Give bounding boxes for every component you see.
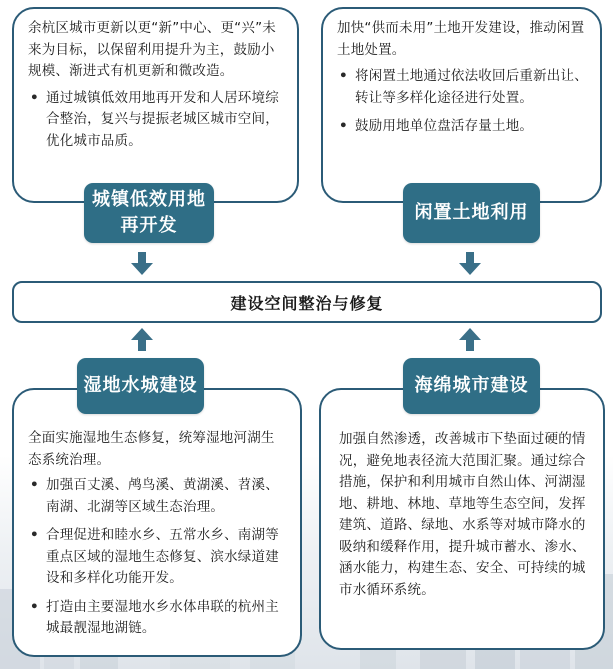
arrow-up-icon [458, 327, 482, 351]
list-item: • 加强百丈溪、鸬鸟溪、黄湖溪、苕溪、南湖、北湖等区域生态治理。 [30, 477, 279, 515]
bullet-dot-icon: • [30, 598, 39, 615]
list-item: • 打造由主要湿地水乡水体串联的杭州主城最靓湿地湖链。 [30, 598, 279, 636]
list-item: • 鼓励用地单位盘活存量土地。 [337, 116, 590, 138]
idle-land-paragraph: 加快“供而未用”土地开发建设，推动闲置土地处置。 [337, 20, 585, 58]
bullet-dot-icon: • [30, 527, 39, 543]
tab-line-2: 再开发 [120, 215, 178, 236]
arrow-down-icon [130, 252, 154, 276]
list-item: • 将闲置土地通过依法收回后重新出让、转让等多样化途径进行处置。 [339, 68, 588, 106]
urban-renewal-paragraph: 余杭区城市更新以更“新”中心、更“兴”未来为目标，以保留利用提升为主，鼓励小规模、渐进式有机更新和微改造。 [28, 20, 276, 79]
wetland-water-city-tab: 湿地水城建设 [77, 358, 204, 414]
bullet-dot-icon: • [339, 118, 348, 134]
idle-land-bullet-list [323, 66, 600, 138]
central-heading: 建设空间整治与修复 [12, 281, 602, 323]
arrow-up-icon [130, 327, 154, 351]
wetland-paragraph: 全面实施湿地生态修复，统筹湿地河湖生态系统治理。 [28, 430, 275, 468]
wetland-bullet-list [14, 475, 300, 640]
sponge-city-box [319, 388, 605, 650]
urban-renewal-bullet-list [14, 88, 297, 153]
urban-renewal-box [12, 7, 299, 203]
low-efficiency-land-redevelopment-tab [84, 183, 214, 243]
tab-line-1: 城镇低效用地 [92, 189, 206, 210]
sponge-city-tab: 海绵城市建设 [403, 358, 540, 414]
bullet-dot-icon: • [30, 89, 39, 106]
bullet-dot-icon: • [339, 68, 348, 84]
arrow-down-icon [458, 252, 482, 276]
bullet-dot-icon: • [30, 477, 39, 493]
sponge-city-paragraph: 加强自然渗透，改善城市下垫面过硬的情况，避免地表径流大范围汇聚。通过综合措施，保护和利用城市自然山体、河湖湿地、耕地、林地、草地等生态空间，发挥建筑、道路、绿地、水系等对城市降水的吸纳和缓释作用，提升城市蓄水、渗水、涵水能力，构建生态、安全、可持续的城市水循环系统。 [339, 431, 586, 598]
idle-land-utilization-tab: 闲置土地利用 [403, 183, 540, 243]
idle-land-box [321, 7, 602, 203]
list-item: • 合理促进和睦水乡、五常水乡、南湖等重点区域的湿地生态修复、滨水绿道建设和多样化功能开发。 [30, 527, 279, 586]
list-item: • 通过城镇低效用地再开发和人居环境综合整治，复兴与提振老城区城市空间，优化城市品质。 [30, 89, 279, 149]
wetland-water-city-box [12, 388, 302, 657]
